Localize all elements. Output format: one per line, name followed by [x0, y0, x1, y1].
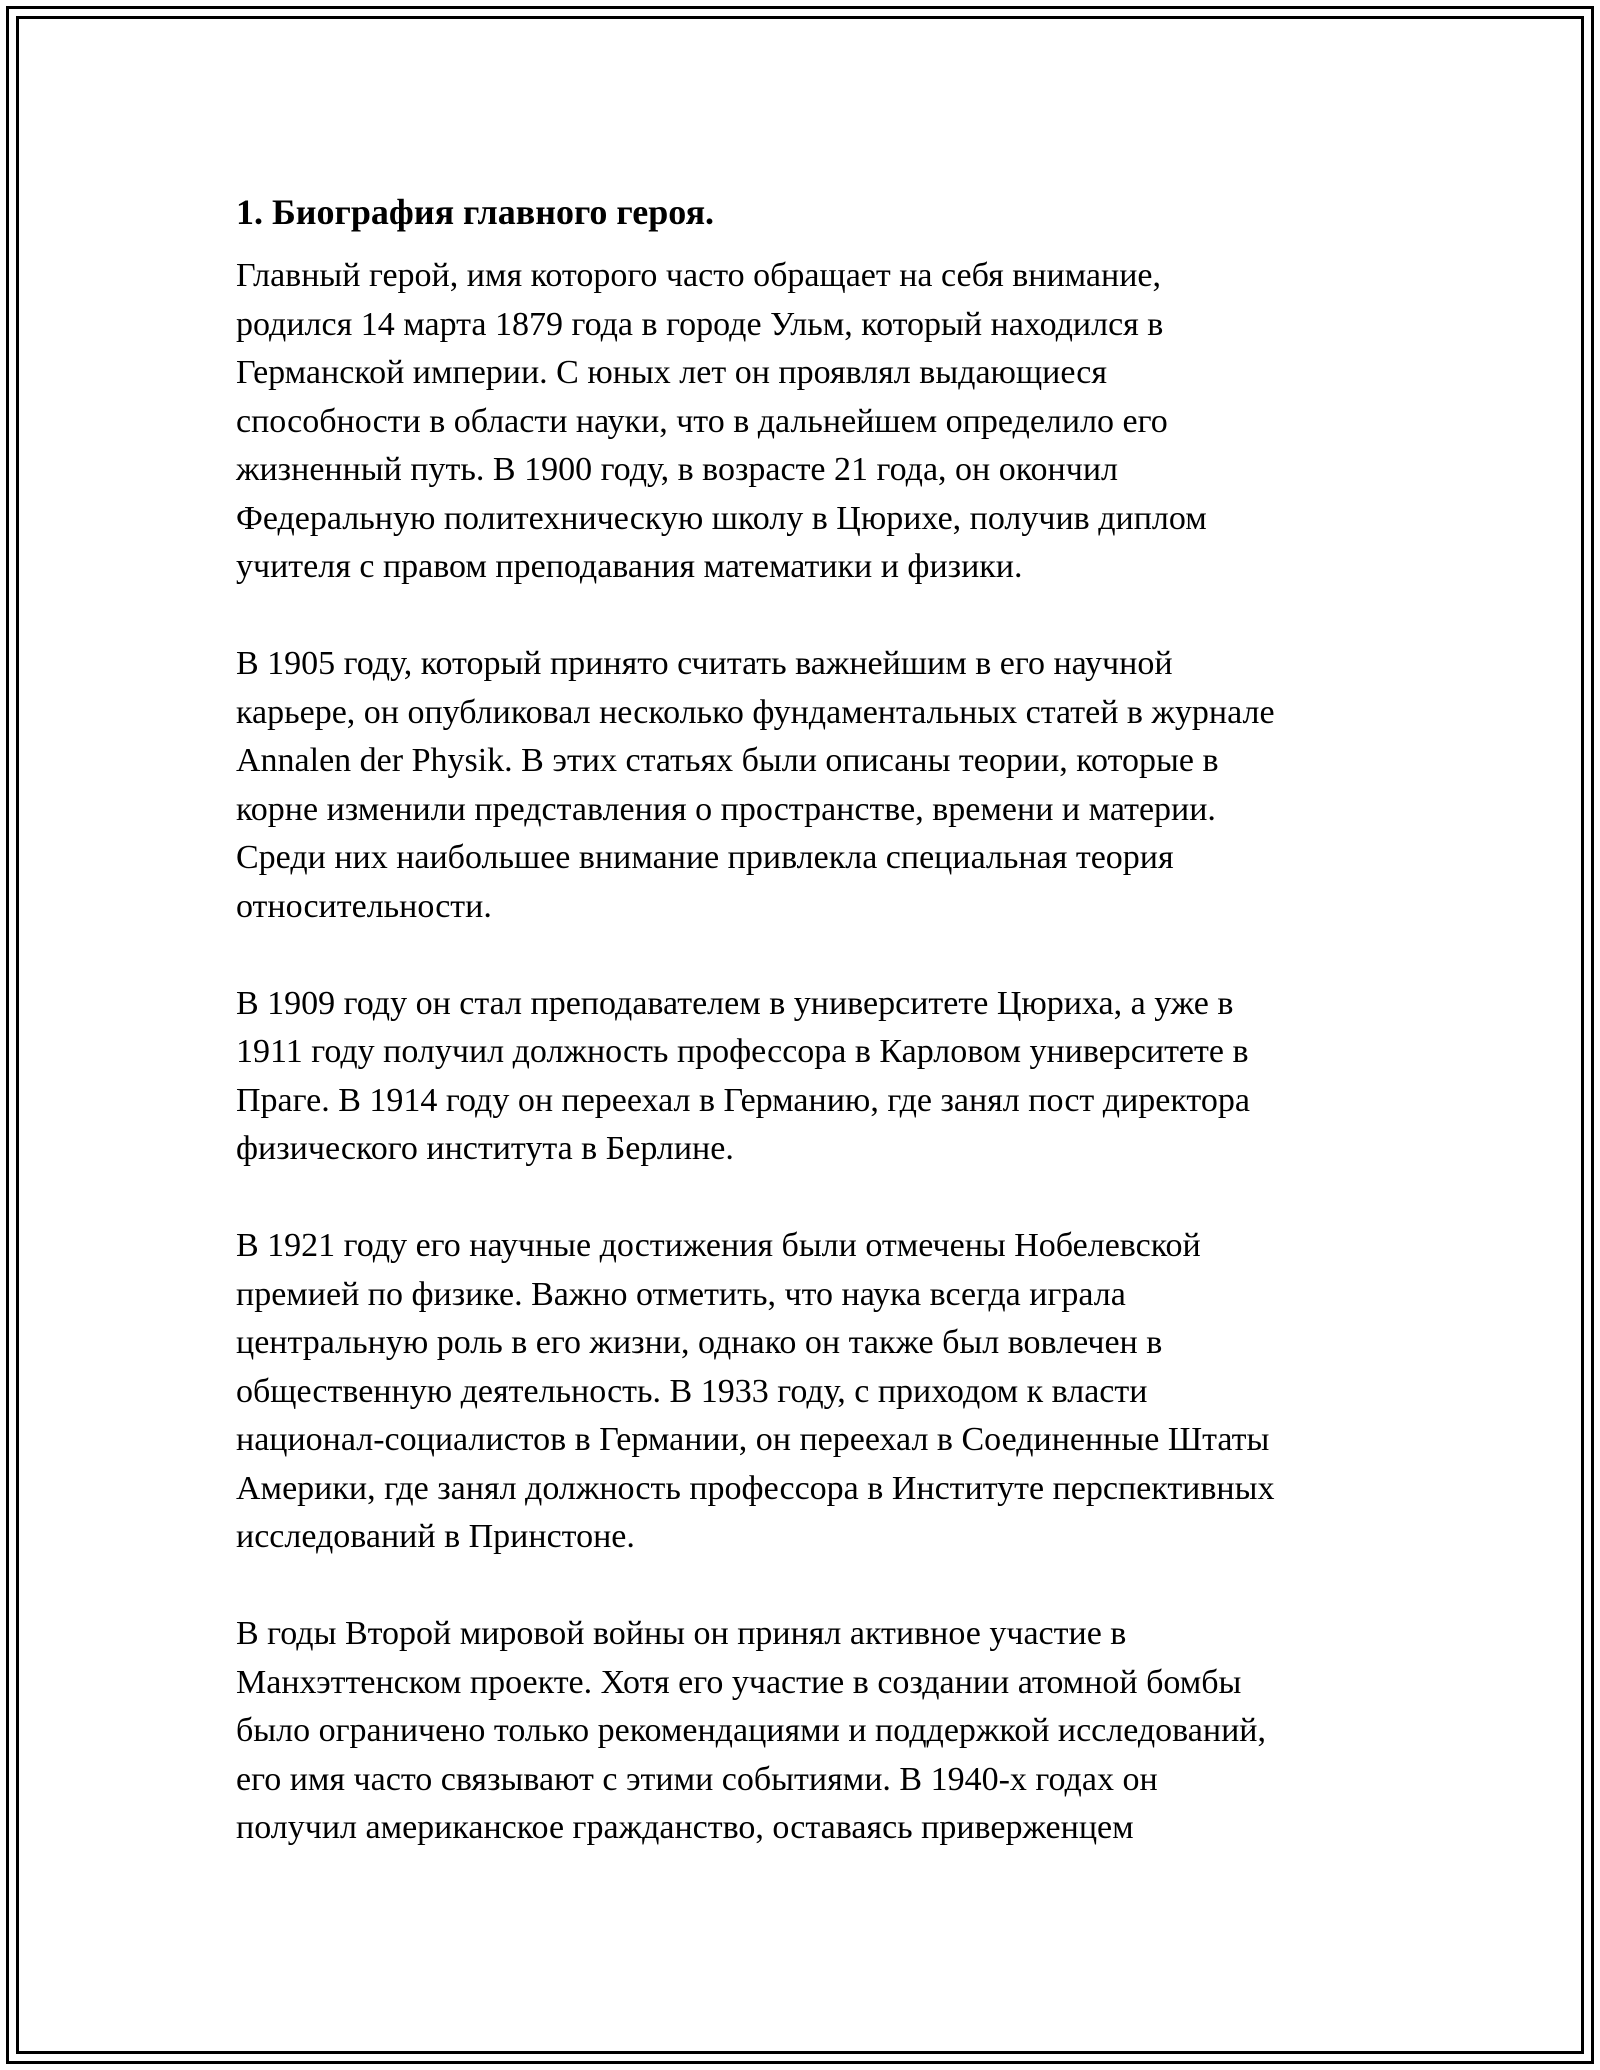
text-line: родился 14 марта 1879 года в городе Ульм, который находился в [236, 305, 1164, 343]
text-line: Annalen der Physik. В этих статьях были описаны теории, которые в [236, 742, 1219, 779]
text-line: В 1905 году, который принято считать важнейшим в его научной [236, 645, 1173, 682]
text-line: способности в области науки, что в дальнейшем определило его [236, 402, 1168, 440]
text-line: центральную роль в его жизни, однако он также был вовлечен в [236, 1324, 1163, 1361]
text-line: Федеральную политехническую школу в Цюрихе, получив диплом [236, 499, 1207, 537]
text-line: В 1909 году он стал преподавателем в университете Цюриха, а уже в [236, 984, 1234, 1022]
paragraph-1 [236, 252, 1366, 592]
text-line: Америки, где занял должность профессора в Институте перспективных [236, 1469, 1275, 1507]
text-line: исследований в Принстоне. [236, 1518, 635, 1555]
paragraph-3 [236, 980, 1366, 1174]
text-line: относительности. [236, 887, 492, 925]
document-body [236, 186, 1366, 1901]
text-line: В 1921 году его научные достижения были отмечены Нобелевской [236, 1227, 1201, 1264]
text-line: В годы Второй мировой войны он принял активное участие в [236, 1615, 1127, 1652]
paragraph-2 [236, 640, 1366, 931]
text-line: учителя с правом преподавания математики и физики. [236, 548, 1023, 585]
text-line: его имя часто связывают с этими событиями. В 1940-х годах он [236, 1760, 1158, 1798]
text-line: Германской империи. С юных лет он проявлял выдающиеся [236, 354, 1108, 391]
text-line: премией по физике. Важно отметить, что наука всегда играла [236, 1275, 1126, 1313]
text-line: общественную деятельность. В 1933 году, с приходом к власти [236, 1372, 1148, 1410]
text-line: получил американское гражданство, оставаясь приверженцем [236, 1809, 1134, 1846]
text-line: физического института в Берлине. [236, 1130, 734, 1167]
text-line: карьере, он опубликовал несколько фундаментальных статей в журнале [236, 693, 1275, 731]
text-line: корне изменили представления о пространстве, времени и материи. [236, 790, 1216, 828]
text-line: Среди них наибольшее внимание привлекла специальная теория [236, 839, 1174, 876]
paragraph-5 [236, 1610, 1366, 1853]
text-line: национал-социалистов в Германии, он переехал в Соединенные Штаты [236, 1421, 1270, 1458]
text-line: Главный герой, имя которого часто обращает на себя внимание, [236, 257, 1162, 294]
section-heading: 1. Биография главного героя. [236, 192, 715, 232]
text-line: Манхэттенском проекте. Хотя его участие в создании атомной бомбы [236, 1663, 1242, 1701]
paragraph-4 [236, 1222, 1366, 1562]
text-line: было ограничено только рекомендациями и поддержкой исследований, [236, 1712, 1266, 1749]
text-line: 1911 году получил должность профессора в Карловом университете в [236, 1033, 1249, 1070]
text-line: жизненный путь. В 1900 году, в возрасте 21 года, он окончил [236, 451, 1118, 488]
text-line: Праге. В 1914 году он переехал в Германию, где занял пост директора [236, 1081, 1250, 1119]
